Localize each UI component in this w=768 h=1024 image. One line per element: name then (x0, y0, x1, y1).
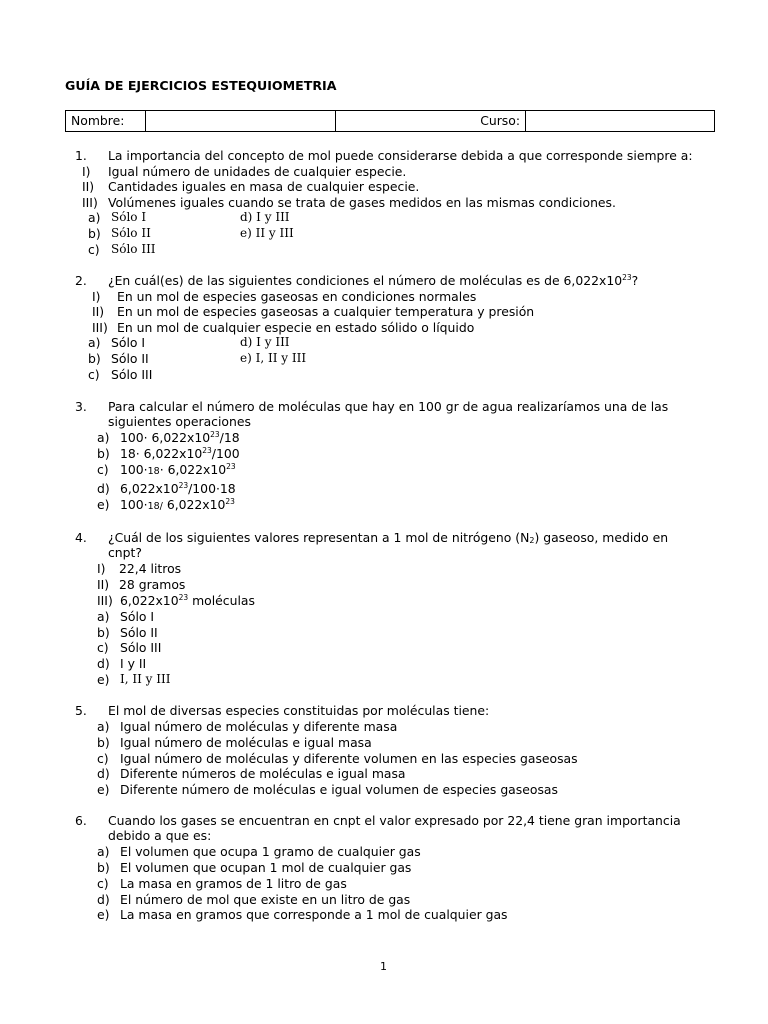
option-text: $18\cdot 6,022x10^{23}/100$ (120, 446, 240, 461)
option-label: e) (97, 497, 110, 512)
option-label: d) (97, 892, 110, 907)
option-label: e) (97, 672, 110, 687)
question-text-continued: debido a que es: (108, 828, 212, 843)
option-label: c) (88, 367, 100, 382)
question-text: Cuando los gases se encuentran en cnpt el valor expresado por 22,4 tiene gran importancia (108, 813, 681, 828)
option-text: La masa en gramos de 1 litro de gas (120, 876, 347, 891)
option-text: $6,022x10^{23}/100\cdot 18$ (120, 481, 236, 496)
option-text: El volumen que ocupa 1 gramo de cualquier gas (120, 844, 421, 859)
option-text: Igual número de moléculas y diferente masa (120, 719, 398, 734)
worksheet-title: GUÍA DE EJERCICIOS ESTEQUIOMETRIA (65, 78, 337, 93)
option-label: c) (97, 462, 109, 477)
option-text: Sólo I (120, 609, 155, 624)
name-label: Nombre: (66, 111, 146, 132)
option-text: La masa en gramos que corresponde a 1 mol de cualquier gas (120, 907, 508, 922)
question-text: El mol de diversas especies constituidas por moléculas tiene: (108, 703, 490, 718)
statement-label: II) (92, 304, 105, 319)
option-label: c) (88, 242, 100, 257)
option-text: Sólo III (111, 367, 153, 382)
option-label: b) (88, 226, 101, 241)
statement-text: 28 gramos (119, 577, 186, 592)
option-text: d) I y III (240, 210, 290, 224)
option-label: a) (88, 335, 101, 350)
page-number: 1 (380, 960, 387, 973)
option-label: b) (97, 446, 110, 461)
option-text: e) I, II y III (240, 351, 307, 365)
option-label: b) (97, 735, 110, 750)
question-number: 3. (75, 399, 87, 414)
option-text: Igual número de moléculas e igual masa (120, 735, 372, 750)
option-label: d) (97, 766, 110, 781)
option-text: $100\cdot 6,022x10^{23}/18$ (120, 430, 240, 445)
option-text: 100·18/ $6,022x10^{23}$ (120, 497, 235, 512)
question-number: 5. (75, 703, 87, 718)
option-label: d) (97, 656, 110, 671)
option-label: b) (97, 860, 110, 875)
statement-label: II) (82, 179, 95, 194)
student-info-table (65, 110, 715, 132)
option-text: Sólo III (111, 242, 156, 256)
statement-text: Cantidades iguales en masa de cualquier especie. (108, 179, 420, 194)
statement-text: $6,022x10^{23}$ moléculas (120, 593, 255, 608)
option-label: b) (88, 351, 101, 366)
statement-text: En un mol de cualquier especie en estado sólido o líquido (117, 320, 475, 335)
option-label: e) (97, 782, 110, 797)
option-text: e) II y III (240, 226, 294, 240)
option-text: El volumen que ocupan 1 mol de cualquier gas (120, 860, 412, 875)
option-text: d) I y III (240, 335, 290, 349)
statement-label: I) (97, 561, 106, 576)
statement-label: II) (97, 577, 110, 592)
option-label: c) (97, 751, 109, 766)
statement-text: En un mol de especies gaseosas en condiciones normales (117, 289, 477, 304)
option-text: Diferente número de moléculas e igual volumen de especies gaseosas (120, 782, 558, 797)
statement-text: En un mol de especies gaseosas a cualquier temperatura y presión (117, 304, 535, 319)
statement-label: I) (92, 289, 101, 304)
question-number: 4. (75, 530, 87, 545)
option-text: Sólo II (111, 226, 151, 240)
question-number: 6. (75, 813, 87, 828)
statement-text: Volúmenes iguales cuando se trata de gases medidos en las mismas condiciones. (108, 195, 616, 210)
option-label: a) (97, 719, 110, 734)
question-text-continued: siguientes operaciones (108, 414, 251, 429)
option-label: a) (97, 430, 110, 445)
statement-label: I) (82, 164, 91, 179)
option-label: c) (97, 876, 109, 891)
option-text: Sólo III (120, 640, 162, 655)
question-text: La importancia del concepto de mol puede considerarse debida a que corresponde siempre a: (108, 148, 693, 163)
option-text: I, II y III (120, 672, 171, 686)
name-field[interactable] (146, 111, 336, 132)
question-text: ¿Cuál de los siguientes valores representan a 1 mol de nitrógeno $(N_2)$ gaseoso, medido en (108, 530, 669, 545)
course-label: Curso: (336, 111, 526, 132)
question-text: Para calcular el número de moléculas que hay en 100 gr de agua realizaríamos una de las (108, 399, 669, 414)
option-text: I y II (120, 656, 147, 671)
statement-label: III) (97, 593, 113, 608)
option-label: c) (97, 640, 109, 655)
statement-text: Igual número de unidades de cualquier especie. (108, 164, 407, 179)
option-label: a) (88, 210, 101, 225)
option-text: Sólo II (111, 351, 149, 366)
statement-label: III) (92, 320, 108, 335)
question-text-continued: cnpt? (108, 545, 142, 560)
option-text: Sólo I (111, 335, 146, 350)
option-label: a) (97, 609, 110, 624)
option-text: Sólo I (111, 210, 147, 224)
option-text: El número de mol que existe en un litro de gas (120, 892, 411, 907)
option-text: Sólo II (120, 625, 158, 640)
option-text: Diferente números de moléculas e igual masa (120, 766, 406, 781)
option-label: a) (97, 844, 110, 859)
statement-label: III) (82, 195, 98, 210)
question-text: ¿En cuál(es) de las siguientes condiciones el número de moléculas es de $6,022x10^{23}$? (108, 273, 639, 288)
option-label: b) (97, 625, 110, 640)
option-label: e) (97, 907, 110, 922)
question-number: 2. (75, 273, 87, 288)
option-label: d) (97, 481, 110, 496)
option-text: Igual número de moléculas y diferente volumen en las especies gaseosas (120, 751, 578, 766)
question-number: 1. (75, 148, 87, 163)
statement-text: 22,4 litros (119, 561, 182, 576)
option-text: $100\cdot 18\cdot 6,022x10^{23}$ (120, 462, 236, 477)
course-field[interactable] (526, 111, 715, 132)
